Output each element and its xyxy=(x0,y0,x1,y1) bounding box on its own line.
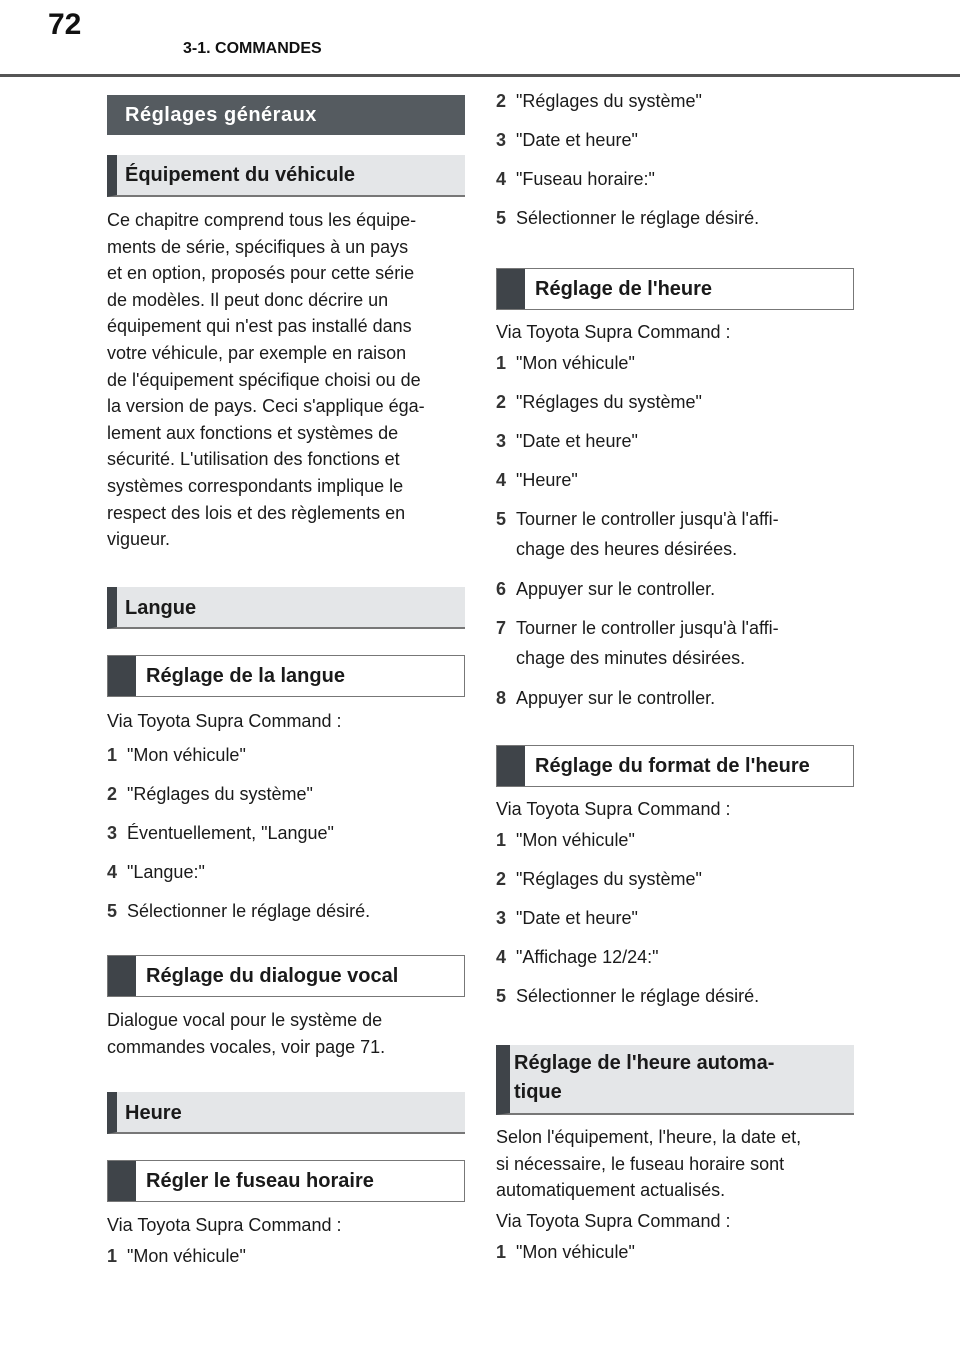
step-text-line: Tourner le controller jusqu'à l'affi- xyxy=(516,618,779,638)
equipement-paragraph xyxy=(107,207,465,553)
intro-text xyxy=(107,706,465,736)
list-item xyxy=(496,164,854,194)
step-number: 5 xyxy=(496,986,507,1006)
step-number: 1 xyxy=(107,745,118,765)
list-item xyxy=(496,125,854,155)
para-line: vigueur. xyxy=(107,529,171,550)
section-title-line: Réglage de l'heure automa- xyxy=(514,1052,775,1074)
para-line: votre véhicule, par exemple en raison xyxy=(107,342,407,363)
fuseau-steps-cont xyxy=(496,86,854,233)
step-number: 5 xyxy=(496,208,507,228)
section-title: Réglage du dialogue vocal xyxy=(146,964,399,987)
step-number: 5 xyxy=(496,509,507,529)
step-text-line: chage des minutes désirées. xyxy=(516,648,746,668)
section-title: Réglage de l'heure xyxy=(535,277,713,300)
format-heure-body xyxy=(496,794,854,1011)
section-heure-auto xyxy=(496,1045,854,1115)
section-dialogue-vocal xyxy=(107,955,465,997)
step-text-line: Tourner le controller jusqu'à l'affi- xyxy=(516,509,779,529)
list-item xyxy=(496,613,854,674)
step-text: "Langue:" xyxy=(127,862,205,882)
section-format-heure xyxy=(496,745,854,787)
para-line: Ce chapitre comprend tous les équipe- xyxy=(107,210,417,230)
section-bar xyxy=(497,746,525,786)
step-number: 3 xyxy=(107,823,118,843)
list-item xyxy=(496,942,854,972)
step-number: 5 xyxy=(107,901,118,921)
intro-text xyxy=(496,794,854,824)
step-text: Sélectionner le réglage désiré. xyxy=(516,986,760,1006)
section-equipement: Équipement du véhicule xyxy=(107,155,465,197)
step-text: Sélectionner le réglage désiré. xyxy=(127,901,371,921)
chapter-title: 3-1. COMMANDES xyxy=(183,40,322,57)
list-item xyxy=(107,779,465,809)
intro-text xyxy=(496,317,854,347)
section-fuseau xyxy=(107,1160,465,1202)
para-line: équipement qui n'est pas installé dans xyxy=(107,316,412,337)
intro-label: Via Toyota Supra Command : xyxy=(107,1215,342,1235)
step-number: 1 xyxy=(107,1246,118,1266)
step-number: 7 xyxy=(496,618,507,638)
step-number: 3 xyxy=(496,908,507,928)
para-line: de l'équipement spécifique choisi ou de xyxy=(107,369,421,390)
step-number: 4 xyxy=(496,169,507,189)
section-reglage-langue xyxy=(107,655,465,697)
step-number: 1 xyxy=(496,353,507,373)
intro-text xyxy=(496,1206,854,1236)
para-line: commandes vocales, voir page 71. xyxy=(107,1036,386,1057)
section-bar xyxy=(108,956,136,996)
step-text: "Mon véhicule" xyxy=(516,353,635,373)
reglage-heure-body xyxy=(496,317,854,713)
section-bar xyxy=(108,656,136,696)
list-item xyxy=(107,740,465,770)
step-text xyxy=(516,613,854,674)
step-text: "Mon véhicule" xyxy=(516,1241,635,1262)
step-number: 1 xyxy=(496,1241,507,1262)
para-line: systèmes correspondants implique le xyxy=(107,475,404,496)
list-item xyxy=(496,203,854,233)
step-text-line: chage des heures désirées. xyxy=(516,539,738,559)
section-title-line: tique xyxy=(514,1081,562,1103)
para-line: automatiquement actualisés. xyxy=(496,1180,726,1201)
step-number: 6 xyxy=(496,579,507,599)
list-item xyxy=(496,465,854,495)
intro-text xyxy=(107,1210,465,1240)
list-item xyxy=(496,348,854,378)
intro-label: Via Toyota Supra Command : xyxy=(107,711,342,731)
step-number: 2 xyxy=(107,784,118,804)
section-langue: Langue xyxy=(107,587,465,629)
para-line: de modèles. Il peut donc décrire un xyxy=(107,289,389,310)
intro-label: Via Toyota Supra Command : xyxy=(496,322,731,342)
step-text xyxy=(516,504,854,565)
step-text: Sélectionner le réglage désiré. xyxy=(516,208,760,228)
step-text: "Réglages du système" xyxy=(516,91,702,111)
heure-auto-body xyxy=(496,1124,854,1267)
list-item xyxy=(107,1241,465,1271)
para-line: et en option, proposés pour cette série xyxy=(107,263,415,284)
para-line: la version de pays. Ceci s'applique éga- xyxy=(107,396,425,417)
para-line: Dialogue vocal pour le système de xyxy=(107,1010,383,1030)
step-text: "Affichage 12/24:" xyxy=(516,947,659,967)
list-item xyxy=(496,86,854,116)
step-number: 2 xyxy=(496,392,507,412)
step-text: Éventuellement, "Langue" xyxy=(127,823,334,843)
list-item xyxy=(496,864,854,894)
section-heure: Heure xyxy=(107,1092,465,1134)
para-line: Selon l'équipement, l'heure, la date et, xyxy=(496,1127,802,1147)
step-text: "Mon véhicule" xyxy=(127,745,246,765)
step-text: "Heure" xyxy=(516,470,578,490)
reglage-langue-body xyxy=(107,706,465,926)
section-title: Régler le fuseau horaire xyxy=(146,1169,374,1192)
step-number: 3 xyxy=(496,130,507,150)
step-text: "Réglages du système" xyxy=(516,392,702,412)
section-bar xyxy=(497,269,525,309)
header-rule xyxy=(0,74,960,77)
para-line: si nécessaire, le fuseau horaire sont xyxy=(496,1153,785,1174)
step-text: "Réglages du système" xyxy=(516,869,702,889)
step-text: Appuyer sur le controller. xyxy=(516,579,716,599)
list-item xyxy=(107,818,465,848)
intro-label: Via Toyota Supra Command : xyxy=(496,1210,731,1231)
list-item xyxy=(496,683,854,713)
step-text: "Réglages du système" xyxy=(127,784,313,804)
list-item xyxy=(496,387,854,417)
step-text: "Date et heure" xyxy=(516,130,638,150)
step-number: 4 xyxy=(107,862,118,882)
para-line: ments de série, spécifiques à un pays xyxy=(107,236,409,257)
intro-label: Via Toyota Supra Command : xyxy=(496,799,731,819)
list-item xyxy=(496,1237,854,1267)
step-number: 2 xyxy=(496,91,507,111)
step-text: "Mon véhicule" xyxy=(127,1246,246,1266)
section-bar xyxy=(108,1161,136,1201)
step-text: "Fuseau horaire:" xyxy=(516,169,655,189)
list-item xyxy=(496,574,854,604)
step-text: "Mon véhicule" xyxy=(516,830,635,850)
list-item xyxy=(107,857,465,887)
step-number: 3 xyxy=(496,431,507,451)
list-item xyxy=(496,825,854,855)
fuseau-body xyxy=(107,1210,465,1271)
step-number: 1 xyxy=(496,830,507,850)
list-item xyxy=(496,426,854,456)
para-line: sécurité. L'utilisation des fonctions et xyxy=(107,449,400,470)
step-text: "Date et heure" xyxy=(516,908,638,928)
list-item xyxy=(496,504,854,565)
dialogue-vocal-body xyxy=(107,1007,465,1060)
step-text: Appuyer sur le controller. xyxy=(516,688,716,708)
step-text: "Date et heure" xyxy=(516,431,638,451)
section-title: Réglage du format de l'heure xyxy=(535,754,810,777)
list-item xyxy=(496,981,854,1011)
step-number: 4 xyxy=(496,947,507,967)
para-line: respect des lois et des règlements en xyxy=(107,502,406,523)
step-number: 2 xyxy=(496,869,507,889)
list-item xyxy=(496,903,854,933)
section-title: Réglage de la langue xyxy=(146,664,345,687)
section-reglage-heure xyxy=(496,268,854,310)
page-header xyxy=(0,0,960,78)
list-item xyxy=(107,896,465,926)
step-number: 4 xyxy=(496,470,507,490)
section-reglages-generaux: Réglages généraux xyxy=(107,95,465,135)
para-line: lement aux fonctions et systèmes de xyxy=(107,422,399,443)
page-number: 72 xyxy=(48,8,82,41)
step-number: 8 xyxy=(496,688,507,708)
